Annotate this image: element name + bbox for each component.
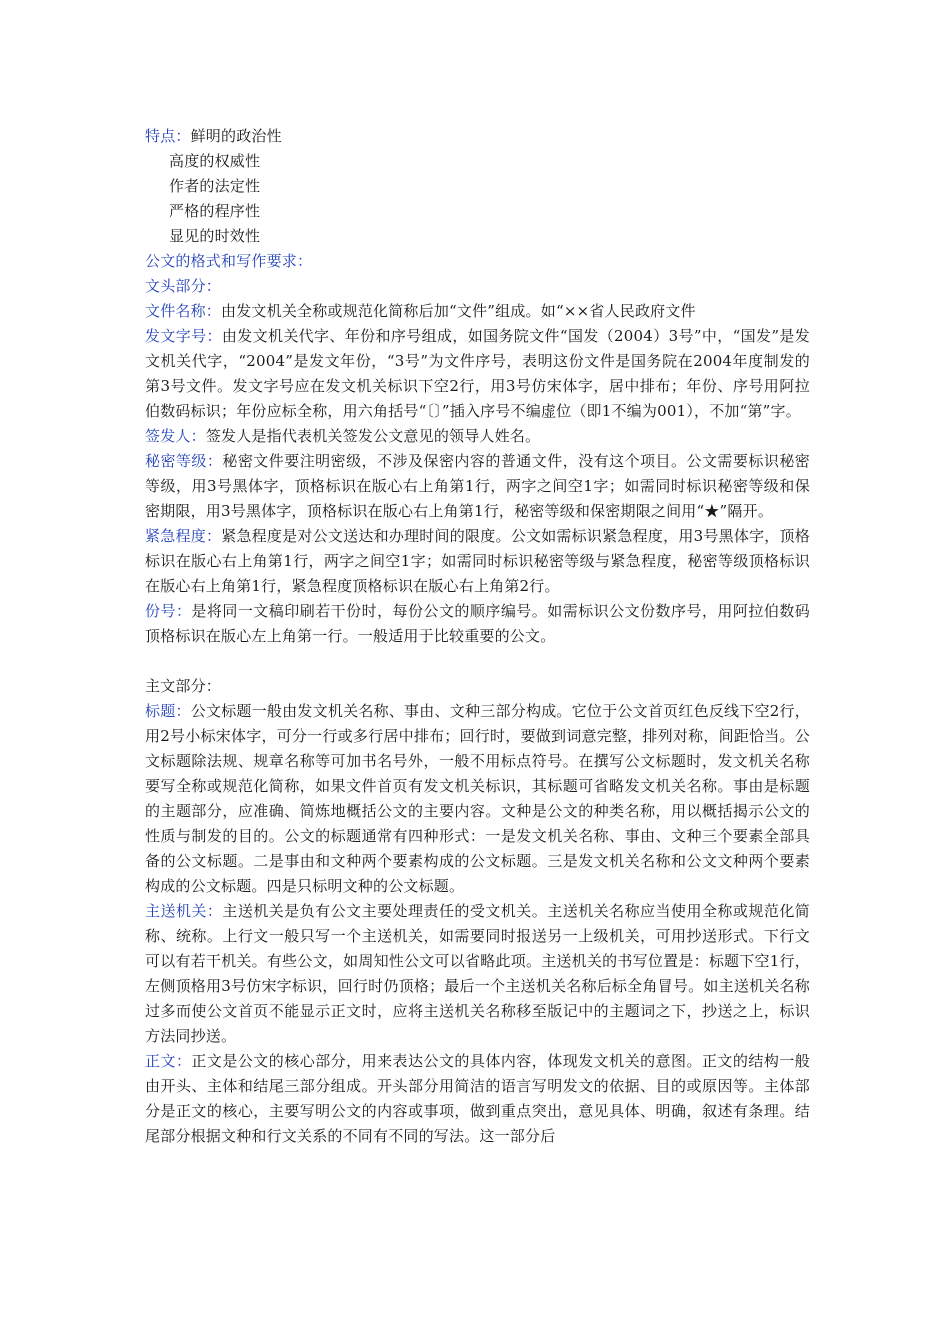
entry-label: 发文字号： (145, 327, 222, 345)
entry-main-recipient (145, 899, 810, 1049)
entry-label: 签发人： (145, 427, 206, 445)
entry-text: 公文标题一般由发文机关名称、事由、文种三部分构成。它位于公文首页红色反线下空2行，用2号小标宋体字，可分一行或多行居中排布；回行时，要做到词意完整，排列对称，间距恰当。公文标题除法规、规章名称等可加书名号外，一般不用标点符号。在撰写公文标题时，发文机关名称要写全称或规范化简称，如果文件首页有发文机关标识，其标题可省略发文机关名称。事由是标题的主题部分，应准确、简炼地概括公文的主要内容。文种是公文的种类名称，用以概括揭示公文的性质与制发的目的。公文的标题通常有四种形式：一是发文机关名称、事由、文种三个要素全部具备的公文标题。二是事由和文种两个要素构成的公文标题。三是发文机关名称和公文文种两个要素构成的公文标题。四是只标明文种的公文标题。 (145, 702, 810, 895)
entry-label: 份号： (145, 602, 192, 620)
entry-label: 标题： (145, 702, 191, 720)
entry-label: 主送机关： (145, 902, 223, 920)
entry-label: 文件名称： (145, 302, 222, 320)
entry-label: 秘密等级： (145, 452, 223, 470)
document-page (145, 124, 810, 1149)
feature-item: 高度的权威性 (169, 152, 261, 170)
entry-text: 主送机关是负有公文主要处理责任的受文机关。主送机关名称应当使用全称或规范化简称、统称。上行文一般只写一个主送机关，如需要同时报送另一上级机关，可用抄送形式。下行文可以有若干机关。有些公文，如周知性公文可以省略此项。主送机关的书写位置是：标题下空1行，左侧顶格用3号仿宋字标识，回行时仍顶格；最后一个主送机关名称后标全角冒号。如主送机关名称过多而使公文首页不能显示正文时，应将主送机关名称移至版记中的主题词之下，抄送之上，标识方法同抄送。 (145, 902, 810, 1045)
features-label: 特点： (145, 127, 191, 145)
feature-item: 显见的时效性 (169, 227, 261, 245)
entry-label: 正文： (145, 1052, 192, 1070)
entry-signer (145, 424, 810, 449)
entry-text: 紧急程度是对公文送达和办理时间的限度。公文如需标识紧急程度，用3号黑体字，顶格标识在版心右上角第1行，两字之间空1字；如需同时标识秘密等级与紧急程度，秘密等级顶格标识在版心右上角第1行，紧急程度顶格标识在版心右上角第2行。 (145, 527, 810, 595)
entry-urgency (145, 524, 810, 599)
features-line (145, 124, 810, 149)
entry-text: 正文是公文的核心部分，用来表达公文的具体内容，体现发文机关的意图。正文的结构一般由开头、主体和结尾三部分组成。开头部分用简洁的语言写明发文的依据、目的或原因等。主体部分是正文的核心，主要写明公文的内容或事项，做到重点突出，意见具体、明确，叙述有条理。结尾部分根据文种和行文关系的不同有不同的写法。这一部分后 (145, 1052, 810, 1145)
entry-text: 由发文机关全称或规范化简称后加“文件”组成。如“××省人民政府文件 (221, 302, 696, 320)
feature-item: 作者的法定性 (169, 177, 261, 195)
entry-label: 紧急程度： (145, 527, 222, 545)
entry-text: 由发文机关代字、年份和序号组成，如国务院文件“国发（2004）3号”中，“国发”是发文机关代字，“2004”是发文年份，“3号”为文件序号，表明这份文件是国务院在2004年度制发的第3号文件。发文字号应在发文机关标识下空2行，用3号仿宋体字，居中排布；年份、序号用阿拉伯数码标识；年份应标全称，用六角括号“〔〕”插入序号不编虚位（即1不编为001），不加“第”字。 (145, 327, 810, 420)
feature-item: 严格的程序性 (169, 202, 261, 220)
entry-text: 是将同一文稿印刷若干份时，每份公文的顺序编号。如需标识公文份数序号，用阿拉伯数码顶格标识在版心左上角第一行。一般适用于比较重要的公文。 (145, 602, 810, 645)
header-section-title: 文头部分： (145, 277, 222, 295)
entry-text: 签发人是指代表机关签发公文意见的领导人姓名。 (205, 427, 541, 445)
format-heading: 公文的格式和写作要求： (145, 252, 313, 270)
body-section-title: 主文部分： (145, 677, 222, 695)
entry-title (145, 699, 810, 899)
entry-secret-level (145, 449, 810, 524)
entry-body-text (145, 1049, 810, 1149)
blank-line (145, 649, 810, 674)
entry-doc-name (145, 299, 810, 324)
entry-copy-number (145, 599, 810, 649)
entry-text: 秘密文件要注明密级，不涉及保密内容的普通文件，没有这个项目。公文需要标识秘密等级，用3号黑体字，顶格标识在版心右上角第1行，两字之间空1字；如需同时标识秘密等级和保密期限，用3号黑体字，顶格标识在版心右上角第1行，秘密等级和保密期限之间用“★”隔开。 (145, 452, 810, 520)
entry-doc-number (145, 324, 810, 424)
feature-item: 鲜明的政治性 (190, 127, 282, 145)
